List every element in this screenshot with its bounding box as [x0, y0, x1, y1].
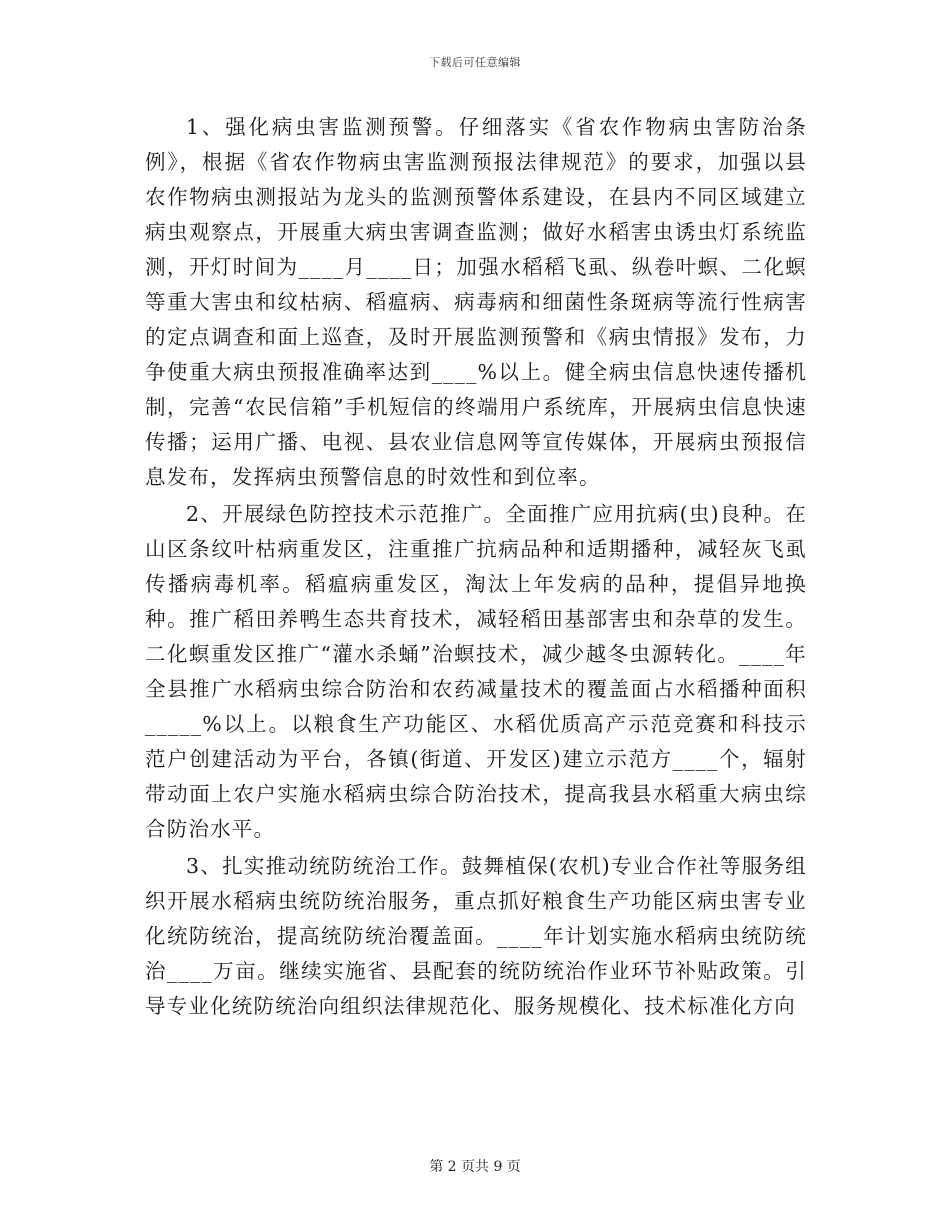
page-number: 第 2 页共 9 页	[429, 1159, 521, 1175]
page-header: 下载后可任意编辑	[429, 56, 521, 69]
paragraph-unified-control: 3、扎实推动统防统治工作。鼓舞植保(农机)专业合作社等服务组织开展水稻病虫统防统治服务，重点抓好粮食生产功能区病虫害专业化统防统治，提高统防统治覆盖面。____年计划实施水稻病虫统防统治____万亩。继续实施省、县配套的统防统治作业环节补贴政策。引导专业化统防统治向组织法律规范化、服务规模化、技术标准化方向	[145, 854, 807, 1018]
paragraph-monitoring-warning: 1、强化病虫害监测预警。仔细落实《省农作物病虫害防治条例》，根据《省农作物病虫害监测预报法律规范》的要求，加强以县农作物病虫测报站为龙头的监测预警体系建设，在县内不同区域建立病虫观察点，开展重大病虫害调查监测；做好水稻害虫诱虫灯系统监测，开灯时间为____月____日；加强水稻稻飞虱、纵卷叶螟、二化螟等重大害虫和纹枯病、稻瘟病、病毒病和细菌性条斑病等流行性病害的定点调查和面上巡查，及时开展监测预警和《病虫情报》发布，力争使重大病虫预报准确率达到____%以上。健全病虫信息快速传播机制，完善“农民信箱”手机短信的终端用户系统库，开展病虫信息快速传播；运用广播、电视、县农业信息网等宣传媒体，开展病虫预报信息发布，发挥病虫预警信息的时效性和到位率。	[145, 115, 807, 489]
document-body	[145, 110, 807, 1024]
paragraph-green-control: 2、开展绿色防控技术示范推广。全面推广应用抗病(虫)良种。在山区条纹叶枯病重发区，注重推广抗病品种和适期播种，减轻灰飞虱传播病毒机率。稻瘟病重发区，淘汰上年发病的品种，提倡异地换种。推广稻田养鸭生态共育技术，减轻稻田基部害虫和杂草的发生。二化螟重发区推广“灌水杀蛹”治螟技术，减少越冬虫源转化。____年全县推广水稻病虫综合防治和农药减量技术的覆盖面占水稻播种面积_____%以上。以粮食生产功能区、水稻优质高产示范竞赛和科技示范户创建活动为平台，各镇(街道、开发区)建立示范方____个，辐射带动面上农户实施水稻病虫综合防治技术，提高我县水稻重大病虫综合防治水平。	[145, 502, 807, 841]
